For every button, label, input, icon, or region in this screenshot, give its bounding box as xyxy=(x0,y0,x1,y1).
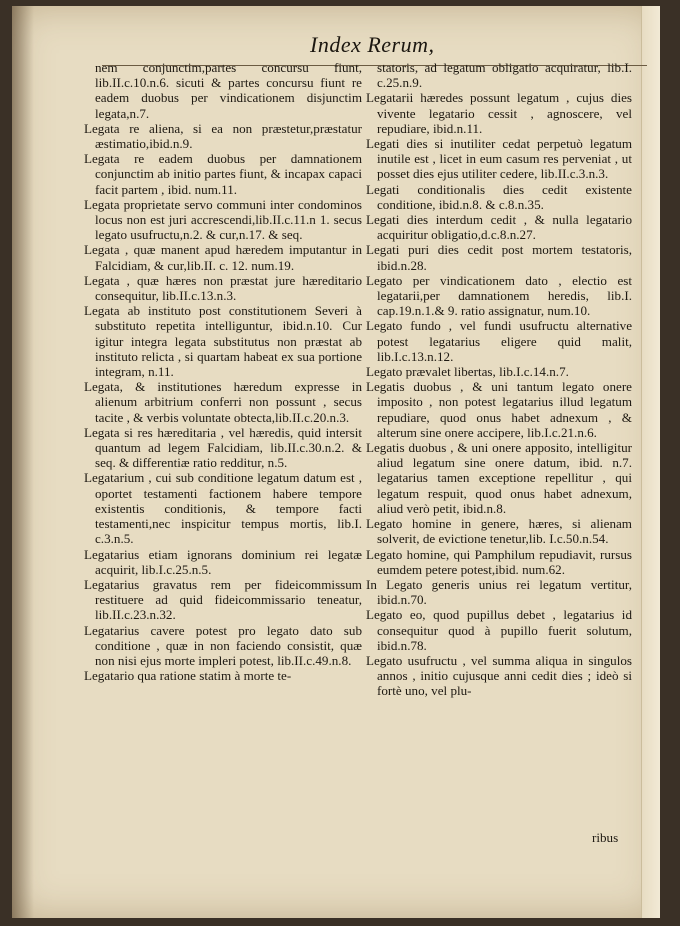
index-entry: Legatis duobus , & uni tantum legato onere imposito , non potest legatarius illud legatum repudiare, quod onus habet adnexum , & alterum sine onere accipere, lib.I.c.21.n.6. xyxy=(366,379,632,440)
index-entry: In Legato generis unius rei legatum vertitur, ibid.n.70. xyxy=(366,576,632,608)
index-entry: Legati puri dies cedit post mortem testatoris, ibid.n.28. xyxy=(366,242,632,273)
index-entry: Legata , quæ manent apud hæredem imputantur in Falcidiam, & cur,lib.II. c. 12. num.19. xyxy=(84,242,362,273)
index-entry: Legato usufructu , vel summa aliqua in singulos annos , initio cujusque anni cedit dies ; ideò si fortè uno, vel plu- xyxy=(366,652,632,699)
index-entry: Legata, & institutiones hæredum expresse in alienum arbitrium conferri non possunt , secus tacite , & verbis voluntate obtecta,lib.II.c.20.n.3. xyxy=(84,379,362,425)
right-column xyxy=(366,60,632,699)
index-entry: Legato fundo , vel fundi usufructu alternative potest legatarius eligere quid malit, lib.I.c.13.n.12. xyxy=(366,318,632,364)
index-entry: Legata re eadem duobus per damnationem conjunctim ab initio partes fiunt, & incapax capaci facit partem , ibid. num.11. xyxy=(84,151,362,197)
index-entry: statoris, ad legatum obligatio acquiratur, lib.I. c.25.n.9. xyxy=(377,60,632,91)
index-entry: Legatarium , cui sub conditione legatum datum est , oportet testamenti factionem habere tempore existentis conditionis, & tempore facti testamenti,nec inspicitur tempus mortis, lib.I. c.3.n.5. xyxy=(84,470,362,547)
index-entry: Legatarius etiam ignorans dominium rei legatæ acquirit, lib.I.c.25.n.5. xyxy=(84,546,362,577)
index-entry: Legata si res hæreditaria , vel hæredis, quid intersit quantum ad legem Falcidiam, lib.II.c.30.n.2. & seq. & differentiæ ratio redditur, n.5. xyxy=(84,424,362,471)
index-entry: Legata ab instituto post constitutionem Severi à substituto repetita intelliguntur, ibid.n.10. Cur igitur integra legata substitutus non præstat ab instituto relicta , si quartam habeat ex sua portione integram, n.11. xyxy=(84,303,362,380)
index-entry: Legato eo, quod pupillus debet , legatarius id consequitur quod à pupillo fuerit solutum, ibid.n.78. xyxy=(366,607,632,653)
index-entry: Legata proprietate servo communi inter condominos locus non est juri accrescendi,lib.II.c.11.n 1. secus legato usufructu,n.2. & cur,n.17. & seq. xyxy=(84,196,362,243)
index-entry: Legato homine, qui Pamphilum repudiavit, rursus eumdem petere potest,ibid. num.62. xyxy=(366,546,632,577)
running-header: Index Rerum, xyxy=(310,32,435,57)
left-column xyxy=(84,60,362,683)
index-entry: Legatarius cavere potest pro legato dato sub conditione , quæ in non faciendo consistit, quæ non nisi ejus morte impleri potest, lib.II.c.49.n.8. xyxy=(84,622,362,668)
index-entry: Legatarii hæredes possunt legatum , cujus dies vivente legatario cessit , agnoscere, vel repudiare, ibid.n.11. xyxy=(366,90,632,136)
index-entry: Legati dies interdum cedit , & nulla legatario acquiritur obligatio,d.c.8.n.27. xyxy=(366,212,632,243)
index-entry: Legato prævalet libertas, lib.I.c.14.n.7. xyxy=(366,364,569,380)
index-entry: Legata , quæ hæres non præstat jure hæreditario consequitur, lib.II.c.13.n.3. xyxy=(84,272,362,304)
index-entry: Legata re aliena, si ea non præstetur,præstatur æstimatio,ibid.n.9. xyxy=(84,120,362,152)
page-edge xyxy=(641,6,660,918)
index-entry: Legato per vindicationem dato , electio est legatarii,per damnationem heredis, lib.I. cap.19.n.1.& 9. ratio assignatur, num.10. xyxy=(366,272,632,319)
page-gutter-shadow xyxy=(12,6,34,918)
catchword: ribus xyxy=(592,830,619,845)
index-entry: Legatario qua ratione statim à morte te- xyxy=(84,668,292,684)
index-entry: Legatarius gravatus rem per fideicommissum restituere ad quid fideicommissario teneatur, lib.II.c.23.n.32. xyxy=(84,576,362,623)
index-entry: Legato homine in genere, hæres, si alienam solverit, de evictione tenetur,lib. I.c.50.n.54. xyxy=(366,516,632,547)
index-entry: Legati dies si inutiliter cedat perpetuò legatum inutile est , licet in eum casum res perveniat , ut posset dies ejus utiliter cedere, lib.II.c.3.n.3. xyxy=(366,136,632,182)
index-entry: Legatis duobus , & uni onere apposito, intelligitur aliud legatum sine onere datum, ibid. n.7. legatarius tamen exceptione repellitur , qui legatum respuit, quod onus habet adnexum, aliud verò petit, ibid.n.8. xyxy=(366,440,632,516)
index-entry: nem conjunctim,partes concursu fiunt, lib.II.c.10.n.6. sicuti & partes concursu fiunt re eadem duobus per vindicationem disjunctim legata,n.7. xyxy=(95,60,362,121)
index-entry: Legati conditionalis dies cedit existente conditione, ibid.n.8. & c.8.n.35. xyxy=(366,181,632,212)
